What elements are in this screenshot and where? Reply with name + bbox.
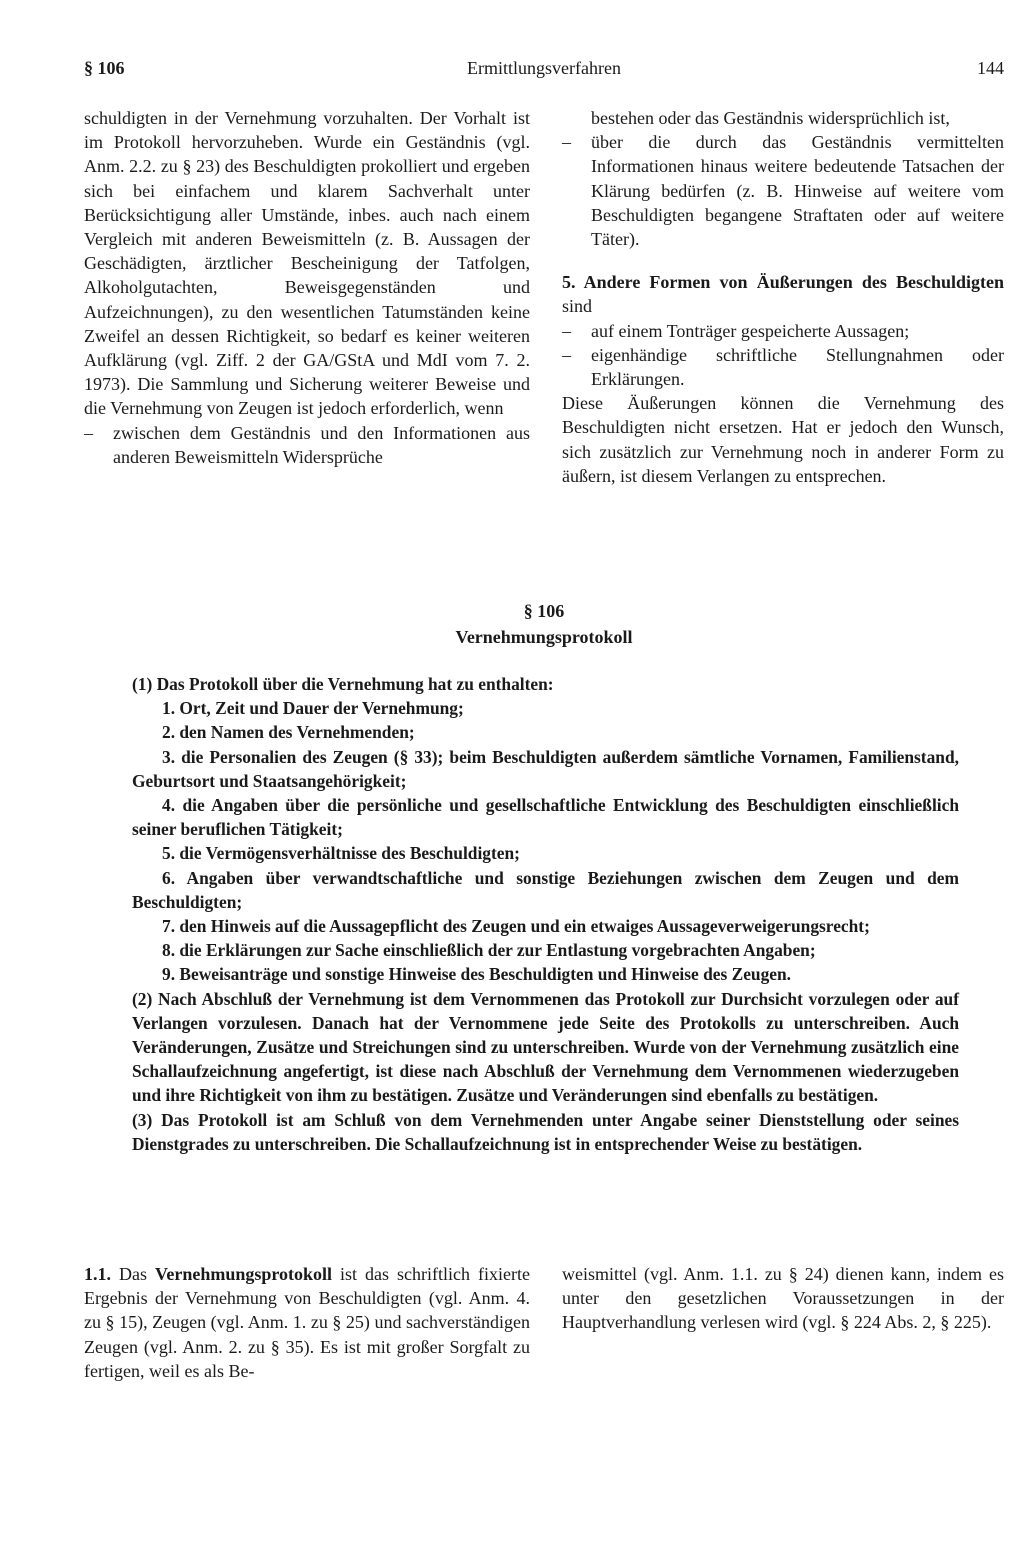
list-item xyxy=(562,319,1004,343)
section-5-heading xyxy=(562,270,1004,318)
commentary-paragraph-continued: weismittel (vgl. Anm. 1.1. zu § 24) dienen kann, indem es unter den gesetzlichen Voraussetzungen in der Hauptverhandlung verlesen wird (vgl. § 224 Abs. 2, § 225). xyxy=(562,1264,1004,1333)
section-heading-bold: 5. Andere Formen von Äußerungen des Beschuldigten xyxy=(562,272,1004,293)
header-title: Ermittlungsverfahren xyxy=(467,58,621,78)
page-number: 144 xyxy=(977,58,1004,78)
list-item-text: auf einem Tonträger gespeicherte Aussagen; xyxy=(591,320,910,341)
dash-bullet: – xyxy=(84,422,93,443)
law-item-4: 4. die Angaben über die persönliche und gesellschaftliche Entwicklung des Beschuldigten einschließlich seiner beruflichen Tätigkeit; xyxy=(132,795,959,840)
list-item-continuation xyxy=(562,106,1004,130)
commentary-term: Vernehmungsprotokoll xyxy=(155,1264,333,1284)
commentary-left-column xyxy=(84,1262,530,1383)
law-item-7: 7. den Hinweis auf die Aussagepflicht des Zeugen und ein etwaiges Aussageverweigerungsrecht; xyxy=(162,916,870,937)
law-heading xyxy=(84,598,1004,650)
law-item-3: 3. die Personalien des Zeugen (§ 33); beim Beschuldigten außerdem sämtliche Vornamen, Familienstand, Geburtsort und Staatsangehörigkeit; xyxy=(132,746,959,791)
dash-bullet: – xyxy=(562,132,571,153)
law-text xyxy=(132,672,959,1156)
law-paragraph-1-intro: (1) Das Protokoll über die Vernehmung hat zu enthalten: xyxy=(132,674,554,694)
law-item-6: 6. Angaben über verwandtschaftliche und sonstige Beziehungen zwischen dem Zeugen und dem Beschuldigten; xyxy=(132,867,959,912)
law-title: Vernehmungsprotokoll xyxy=(455,627,633,647)
law-item-5: 5. die Vermögensverhältnisse des Beschuldigten; xyxy=(162,843,520,864)
top-right-column xyxy=(562,106,1004,488)
commentary-number: 1.1. xyxy=(84,1264,111,1284)
list-item-text: eigenhändige schriftliche Stellungnahmen oder Erklärungen. xyxy=(591,344,1004,390)
paragraph: Diese Äußerungen können die Vernehmung des Beschuldigten nicht ersetzen. Hat er jedoch den Wunsch, sich zusätzlich zur Vernehmung noch in anderer Form zu äußern, ist diesem Verlangen zu entsprechen. xyxy=(562,393,1004,486)
list-item-text: über die durch das Geständnis vermittelten Informationen hinaus weitere bedeutende Tatsachen der Klärung bedürfen (z. B. Hinweise auf weitere vom Beschuldigten begangene Straftaten oder auf weitere Täter). xyxy=(591,132,1004,250)
list-item xyxy=(84,421,530,469)
list-item xyxy=(562,130,1004,251)
header-section: § 106 xyxy=(84,58,125,78)
list-item-text: zwischen dem Geständnis und den Informationen aus anderen Beweismitteln Widersprüche xyxy=(113,422,530,467)
law-item-1: 1. Ort, Zeit und Dauer der Vernehmung; xyxy=(162,698,464,719)
dash-bullet: – xyxy=(562,320,571,341)
law-item-8: 8. die Erklärungen zur Sache einschließlich der zur Entlastung vorgebrachten Angaben; xyxy=(162,940,816,961)
top-left-column xyxy=(84,106,530,469)
law-number: § 106 xyxy=(523,601,565,621)
law-item-2: 2. den Namen des Vernehmenden; xyxy=(162,722,415,743)
list-item-text: bestehen oder das Geständnis widersprüchlich ist, xyxy=(591,108,950,128)
law-paragraph-3: (3) Das Protokoll ist am Schluß von dem Vernehmenden unter Angabe seiner Dienststellung oder seines Dienstgrades zu unterschreiben. Die Schallaufzeichnung ist in entsprechender Weise zu bestätigen. xyxy=(132,1109,959,1154)
commentary-paragraph xyxy=(84,1262,530,1383)
commentary-right-column xyxy=(562,1262,1004,1335)
list-item xyxy=(562,343,1004,391)
paragraph: schuldigten in der Vernehmung vorzuhalten. Der Vorhalt ist im Protokoll hervorzuheben. Wurde ein Geständnis (vgl. Anm. 2.2. zu § 23) des Beschuldigten prokolliert und ergeben sich bei einfachem und klarem Sachverhalt unter Berücksichtigung aller Umstände, inbes. auch nach einem Vergleich mit anderen Beweismitteln (z. B. Aussagen der Geschädigten, ärztlicher Bescheinigung der Tatfolgen, Alkoholgutachten, Beweisgegenständen und Aufzeichnungen), zu den wesentlichen Tatumständen keine Zweifel an dessen Richtigkeit, so bedarf es keiner weiteren Aufklärung (vgl. Ziff. 2 der GA/GStA und MdI vom 7. 2. 1973). Die Sammlung und Sicherung weiterer Beweise und die Vernehmung von Zeugen ist jedoch erforderlich, wenn xyxy=(84,108,530,419)
dash-bullet: – xyxy=(562,344,571,365)
law-paragraph-2: (2) Nach Abschluß der Vernehmung ist dem Vernommenen das Protokoll zur Durchsicht vorzulegen oder auf Verlangen vorzulesen. Danach hat der Vernommene jede Seite des Protokolls zu unterschreiben. Auch Veränderungen, Zusätze und Streichungen sind zu unterschreiben. Wurde von der Vernehmung zusätzlich eine Schallaufzeichnung angefertigt, ist diese nach Abschluß der Vernehmung dem Vernommenen wiederzugeben und ihre Richtigkeit von ihm zu bestätigen. Zusätze und Veränderungen sind ebenfalls zu bestätigen. xyxy=(132,988,959,1106)
commentary-lead: Das xyxy=(119,1264,147,1284)
commentary-text: ist das schriftlich fixierte Ergebnis der Vernehmung von Beschuldigten (vgl. Anm. 4. zu § 15), Zeugen (vgl. Anm. 1. zu § 25) und sachverständigen Zeugen (vgl. Anm. 2. zu § 35). Es ist mit großer Sorgfalt zu fertigen, weil es als Be- xyxy=(84,1264,530,1381)
law-item-9: 9. Beweisanträge und sonstige Hinweise des Beschuldigten und Hinweise des Zeugen. xyxy=(162,964,792,985)
section-heading-tail: sind xyxy=(562,296,593,317)
